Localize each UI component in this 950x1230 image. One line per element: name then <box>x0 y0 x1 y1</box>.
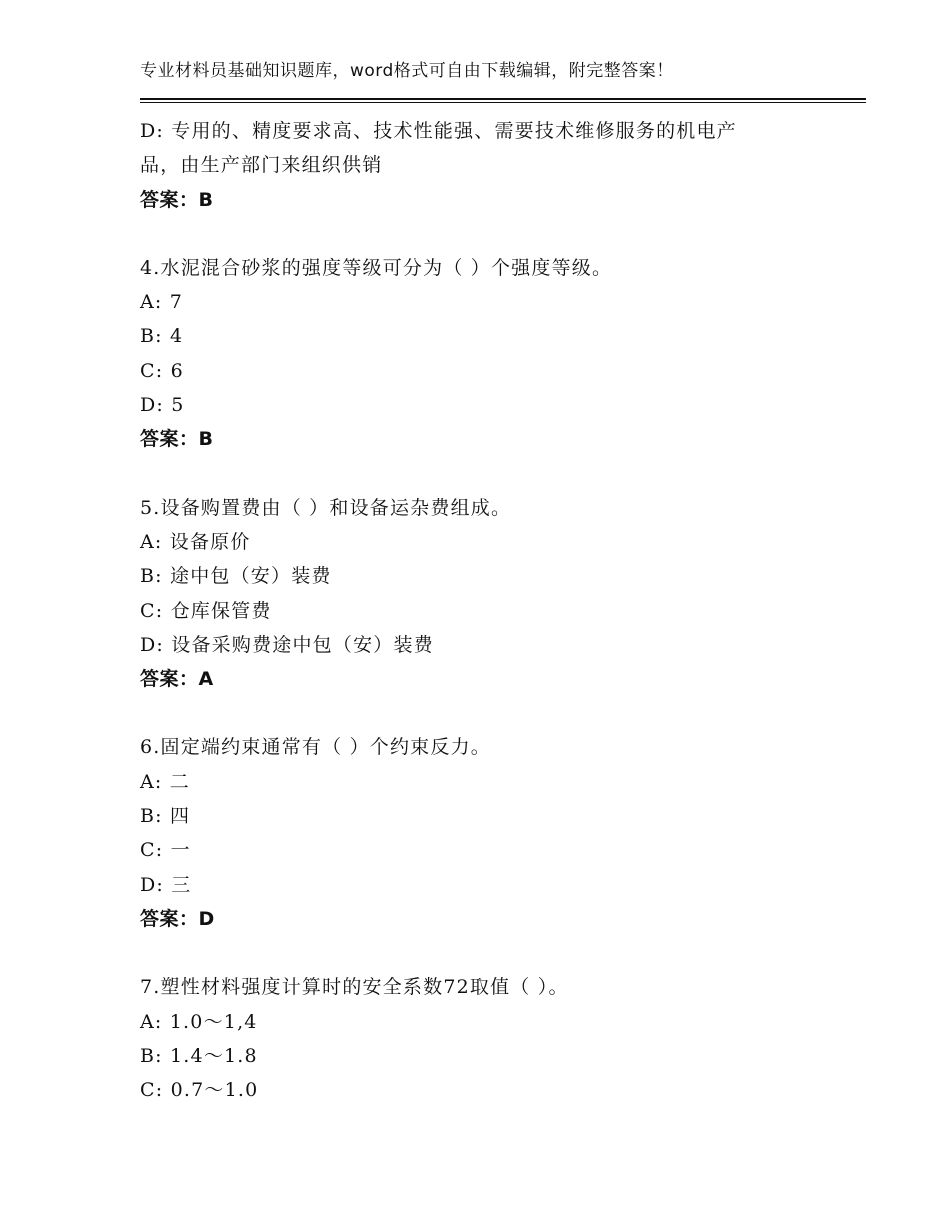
question-3-answer: 答案：B <box>140 188 214 211</box>
question-5-stem: 5.设备购置费由（ ）和设备运杂费组成。 <box>140 496 512 519</box>
question-3-option-d-line2: 品，由生产部门来组织供销 <box>140 154 383 177</box>
question-5-option-b: B: 途中包（安）装费 <box>140 565 332 588</box>
question-4-answer: 答案：B <box>140 428 214 451</box>
question-4-option-c: C: 6 <box>140 359 184 382</box>
header-rule-thick <box>140 98 866 100</box>
question-5 <box>140 491 866 697</box>
spacer <box>140 936 866 970</box>
question-5-answer: 答案：A <box>140 668 214 691</box>
question-6-option-c: C: 一 <box>140 839 191 862</box>
question-5-option-a: A: 设备原价 <box>140 530 251 553</box>
question-5-option-c: C: 仓库保管费 <box>140 599 272 622</box>
question-4-option-b: B: 4 <box>140 325 184 348</box>
question-6-stem: 6.固定端约束通常有（ ）个约束反力。 <box>140 736 491 759</box>
spacer <box>140 696 866 730</box>
question-6-answer: 答案：D <box>140 907 215 930</box>
question-6-option-d: D: 三 <box>140 873 192 896</box>
document-body <box>140 114 866 1107</box>
question-4-option-d: D: 5 <box>140 394 185 417</box>
header-rule-thin <box>140 102 866 103</box>
page-header: 专业材料员基础知识题库，word格式可自由下载编辑，附完整答案！ <box>140 61 674 81</box>
question-7-option-a: A: 1.0～1,4 <box>140 1010 258 1033</box>
question-4-stem: 4.水泥混合砂浆的强度等级可分为（ ）个强度等级。 <box>140 256 613 279</box>
question-3-option-d-line1: D: 专用的、精度要求高、技术性能强、需要技术维修服务的机电产 <box>140 120 737 142</box>
question-7-option-b: B: 1.4～1.8 <box>140 1044 258 1067</box>
spacer <box>140 217 866 251</box>
question-7-stem: 7.塑性材料强度计算时的安全系数72取值（ ）。 <box>140 976 569 999</box>
question-6-option-b: B: 四 <box>140 805 191 828</box>
question-5-option-d: D: 设备采购费途中包（安）装费 <box>140 633 434 656</box>
question-3-continuation <box>140 114 866 217</box>
question-4 <box>140 251 866 457</box>
question-4-option-a: A: 7 <box>140 291 184 314</box>
question-7-option-c: C: 0.7～1.0 <box>140 1079 259 1102</box>
question-6-option-a: A: 二 <box>140 770 190 793</box>
spacer <box>140 457 866 491</box>
question-6 <box>140 730 866 936</box>
question-7 <box>140 970 866 1107</box>
